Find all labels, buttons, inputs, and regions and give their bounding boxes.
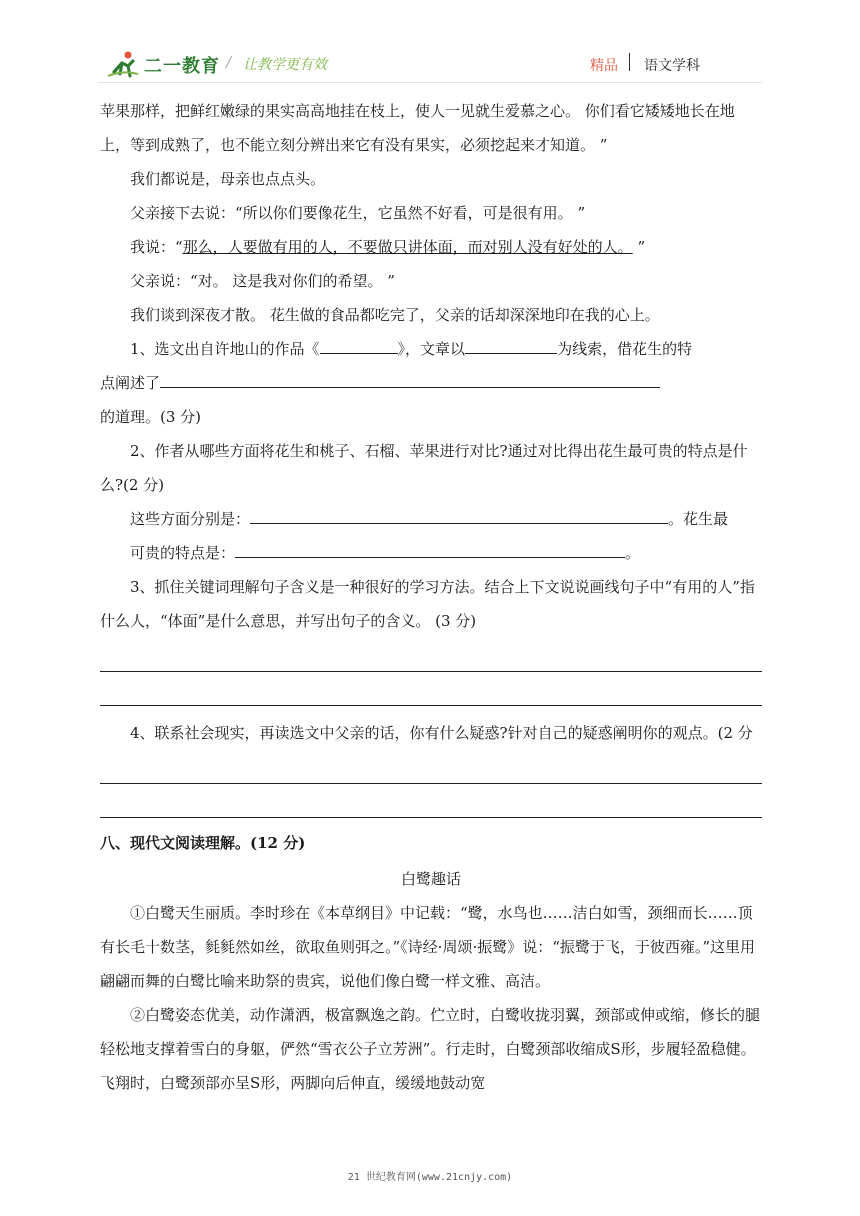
article-paragraph-1: ①白鹭天生丽质。李时珍在《本草纲目》中记载：“鹭，水鸟也……洁白如雪，颈细而长……顶有长毛十数茎，毵毵然如丝，欲取鱼则弭之。”《诗经·周颂·振鹭》说：“振鹭于飞，于彼西雍。”这里用翩翩而舞的白鹭比喻来助祭的贵宾，说他们像白鹭一样文雅、高洁。 bbox=[100, 904, 756, 990]
question-1: 1、选文出自许地山的作品《 》，文章以 为线索，借花生的特 bbox=[100, 332, 762, 366]
tag-separator bbox=[629, 53, 630, 71]
question-2-fill-1: 这些方面分别是： 。花生最 bbox=[100, 502, 762, 536]
answer-line[interactable] bbox=[100, 672, 762, 706]
document-body bbox=[100, 94, 762, 1100]
answer-blank-reason[interactable] bbox=[160, 367, 660, 388]
header-divider: / bbox=[226, 53, 232, 71]
page-footer: 21 世纪教育网(www.21cnjy.com) bbox=[347, 1172, 513, 1183]
premium-tag: 精品 bbox=[590, 58, 618, 74]
answer-blank-aspects[interactable] bbox=[250, 503, 668, 524]
passage-paragraph-1: 苹果那样，把鲜红嫩绿的果实高高地挂在枝上，使人一见就生爱慕之心。 你们看它矮矮地长在地上，等到成熟了，也不能立刻分辨出来它有没有果实，必须挖起来才知道。 ” bbox=[100, 102, 735, 154]
quote-prefix: 我说：“ bbox=[130, 238, 183, 256]
question-1-line-3: 的道理。(3 分) bbox=[100, 408, 202, 426]
answer-blank-clue[interactable] bbox=[465, 333, 557, 354]
brand-slogan: 让教学更有效 bbox=[243, 57, 327, 73]
header-rule bbox=[98, 82, 762, 83]
question-2: 2、作者从哪些方面将花生和桃子、石榴、苹果进行对比?通过对比得出花生最可贵的特点是什么?(2 分) bbox=[100, 442, 748, 494]
passage-paragraph-6: 我们谈到深夜才散。 花生做的食品都吃完了，父亲的话却深深地印在我的心上。 bbox=[130, 306, 660, 324]
passage-paragraph-4 bbox=[100, 230, 762, 264]
answer-blank-work[interactable] bbox=[320, 333, 398, 354]
question-2-fill-2: 可贵的特点是： 。 bbox=[100, 536, 762, 570]
underlined-sentence: 那么，人要做有用的人，不要做只讲体面，而对别人没有好处的人。 bbox=[182, 238, 633, 256]
passage-paragraph-3: 父亲接下去说：“所以你们要像花生，它虽然不好看，可是很有用。 ” bbox=[130, 204, 586, 222]
subject-tag: 语文学科 bbox=[644, 58, 700, 74]
question-3: 3、抓住关键词理解句子含义是一种很好的学习方法。结合上下文说说画线句子中“有用的人”指什么人，“体面”是什么意思，并写出句子的含义。 (3 分) bbox=[100, 578, 755, 630]
page-header bbox=[0, 0, 860, 90]
question-4: 4、联系社会现实，再读选文中父亲的话，你有什么疑惑?针对自己的疑惑阐明你的观点。(2 分 bbox=[130, 724, 753, 742]
quote-suffix: ” bbox=[632, 238, 646, 256]
passage-paragraph-2: 我们都说是，母亲也点点头。 bbox=[130, 170, 326, 188]
answer-blank-trait[interactable] bbox=[235, 537, 625, 558]
answer-line[interactable] bbox=[100, 750, 762, 784]
question-1-line-2: 点阐述了 bbox=[100, 366, 762, 400]
article-paragraph-2: ②白鹭姿态优美，动作潇洒，极富飘逸之韵。伫立时，白鹭收拢羽翼，颈部或伸或缩，修长的腿轻松地支撑着雪白的身躯，俨然“雪衣公子立芳洲”。行走时，白鹭颈部收缩成S形，步履轻盈稳健。飞翔时，白鹭颈部亦呈S形，两脚向后伸直，缓缓地鼓动宽 bbox=[100, 1006, 761, 1092]
runner-logo-icon bbox=[106, 50, 140, 78]
section-heading: 八、现代文阅读理解。(12 分) bbox=[100, 834, 306, 852]
answer-line[interactable] bbox=[100, 784, 762, 818]
article-title: 白鹭趣话 bbox=[400, 870, 461, 888]
passage-paragraph-5: 父亲说：“对。 这是我对你们的希望。 ” bbox=[130, 272, 395, 290]
brand-name: 二一教育 bbox=[144, 56, 220, 77]
answer-line[interactable] bbox=[100, 638, 762, 672]
